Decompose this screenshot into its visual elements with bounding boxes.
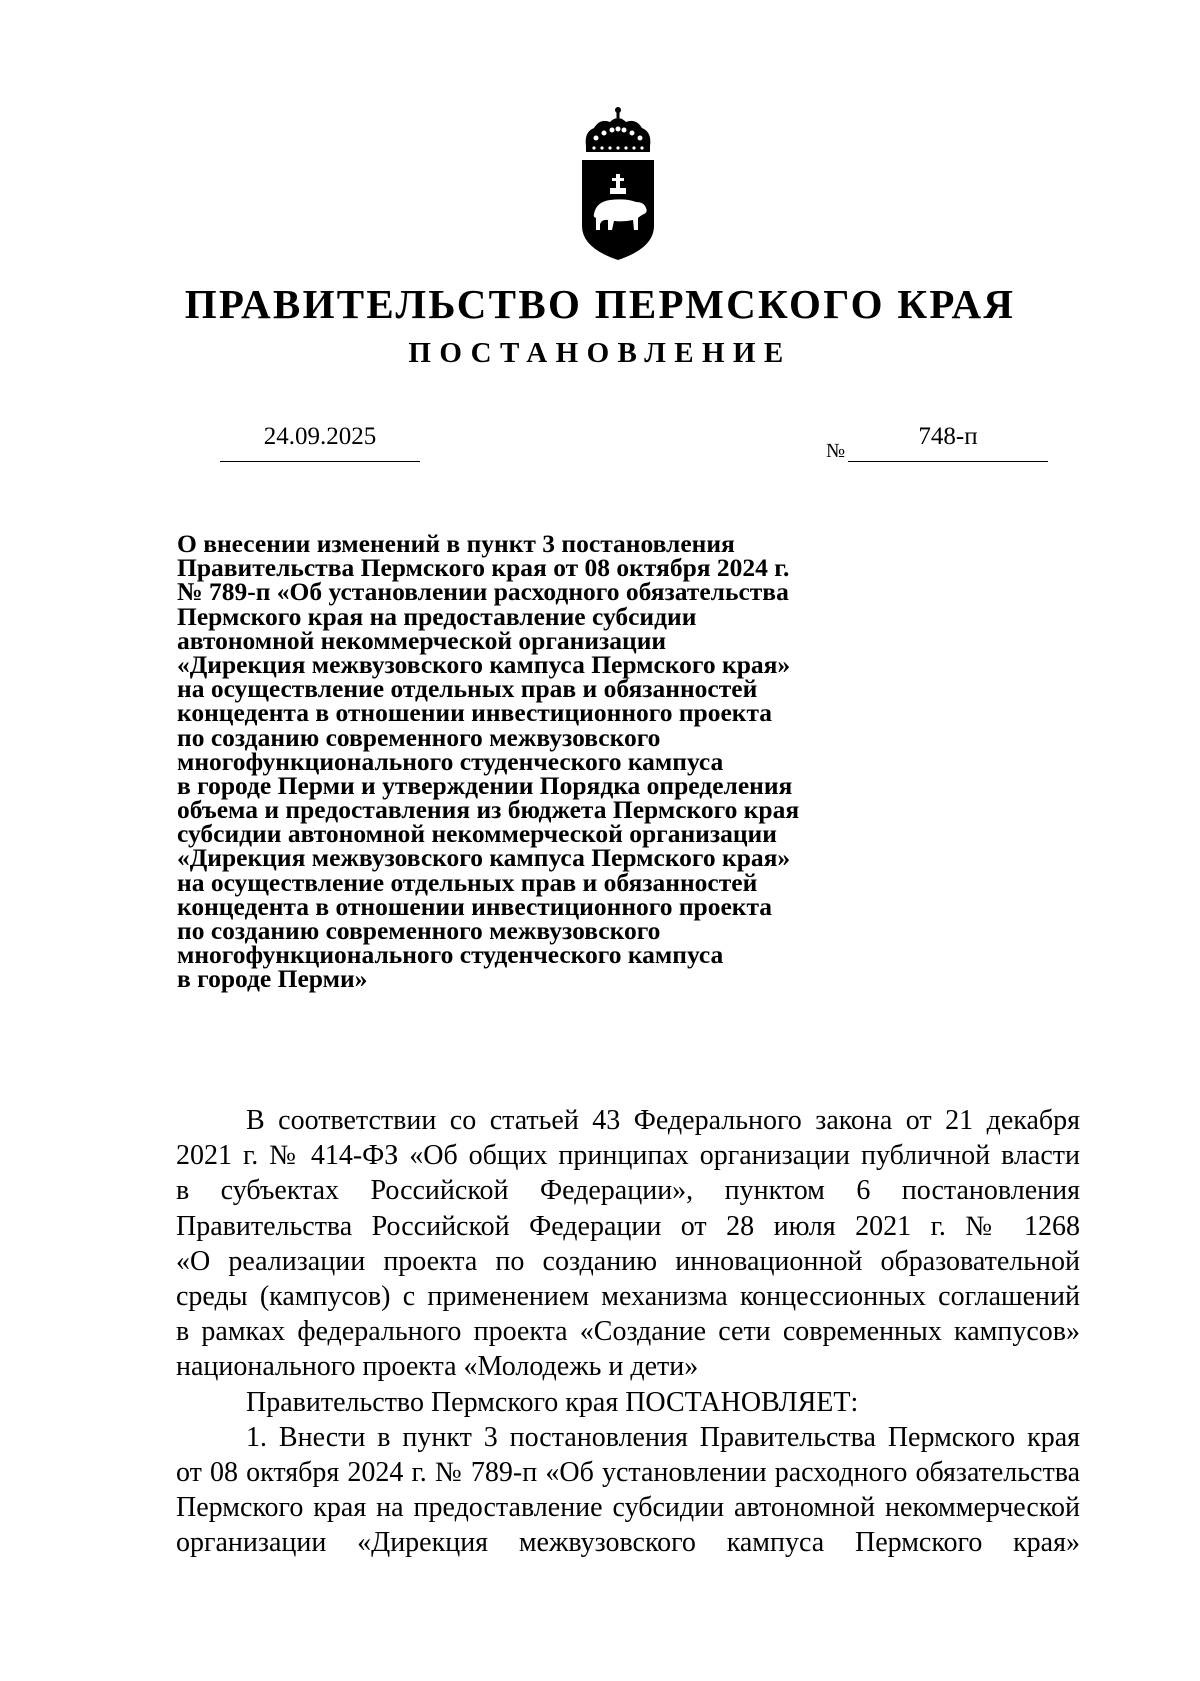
subject-line: многофункционального студенческого кампуса xyxy=(177,940,724,970)
document-type-title: ПОСТАНОВЛЕНИЕ xyxy=(408,337,792,369)
body-line: организации «Дирекция межвузовского кампуса Пермского края» xyxy=(176,1527,1080,1559)
document-number: 748-п xyxy=(918,423,978,450)
subject-line: по созданию современного межвузовского xyxy=(177,722,661,752)
body-line: среды (кампусов) с применением механизма концессионных соглашений xyxy=(176,1280,1080,1312)
document-body xyxy=(176,1103,1080,1560)
decree-paragraph xyxy=(176,1385,1080,1420)
subject-line: Правительства Пермского края от 08 октября 2024 г. xyxy=(177,553,790,583)
subject-line: по созданию современного межвузовского xyxy=(177,916,661,945)
subject-line: № 789-п «Об установлении расходного обязательства xyxy=(177,577,789,607)
subject-line: на осуществление отдельных прав и обязанностей xyxy=(177,674,758,704)
subject-line: концедента в отношении инвестиционного проекта xyxy=(177,891,773,921)
subject-line: объема и предоставления из бюджета Пермского края xyxy=(177,795,800,825)
document-date: 24.09.2025 xyxy=(263,423,377,450)
subject-line: субсидии автономной некоммерческой организации xyxy=(177,819,777,849)
subject-line: концедента в отношении инвестиционного проекта xyxy=(177,698,773,728)
number-field xyxy=(848,419,1048,462)
number-sign: № xyxy=(826,440,846,462)
subject-line: «Дирекция межвузовского кампуса Пермского края» xyxy=(177,843,791,873)
coat-of-arms-icon xyxy=(566,106,670,262)
subject-line: в городе Перми» xyxy=(177,964,368,994)
date-field xyxy=(220,419,420,462)
body-line: 1. Внести в пункт 3 постановления Правительства Пермского края xyxy=(246,1421,1080,1453)
subject-line: в городе Перми и утверждении Порядка определения xyxy=(177,770,793,800)
item-1-paragraph xyxy=(176,1420,1080,1561)
body-line: от 08 октября 2024 г. № 789-п «Об установлении расходного обязательства xyxy=(176,1456,1080,1488)
body-line: 2021 г. № 414-ФЗ «Об общих принципах организации публичной власти xyxy=(176,1140,1080,1172)
body-line: в рамках федерального проекта «Создание сети современных кампусов» xyxy=(176,1316,1080,1348)
subject-line: Пермского края на предоставление субсидии xyxy=(177,601,697,631)
body-line: в субъектах Российской Федерации», пунктом 6 постановления xyxy=(176,1175,1080,1207)
body-line: Правительства Российской Федерации от 28 июля 2021 г. № 1268 xyxy=(176,1210,1080,1242)
subject-line: на осуществление отдельных прав и обязанностей xyxy=(177,867,758,897)
organization-title: ПРАВИТЕЛЬСТВО ПЕРМСКОГО КРАЯ xyxy=(184,281,1016,327)
decree-line: Правительство Пермского края ПОСТАНОВЛЯЕТ: xyxy=(246,1386,859,1418)
subject-line: «Дирекция межвузовского кампуса Пермского края» xyxy=(177,649,791,679)
subject-line: многофункционального студенческого кампуса xyxy=(177,746,724,776)
subject-line: автономной некоммерческой организации xyxy=(177,625,667,655)
document-subject xyxy=(177,529,897,994)
preamble-paragraph xyxy=(176,1103,1080,1385)
subject-line: О внесении изменений в пункт 3 постановления xyxy=(177,529,735,558)
body-line: Пермского края на предоставление субсидии автономной некоммерческой xyxy=(176,1492,1080,1524)
body-line: В соответствии со статьей 43 Федерального закона от 21 декабря xyxy=(246,1105,1080,1136)
body-line: «О реализации проекта по созданию инновационной образовательной xyxy=(176,1245,1080,1277)
body-line: национального проекта «Молодежь и дети» xyxy=(176,1351,699,1383)
